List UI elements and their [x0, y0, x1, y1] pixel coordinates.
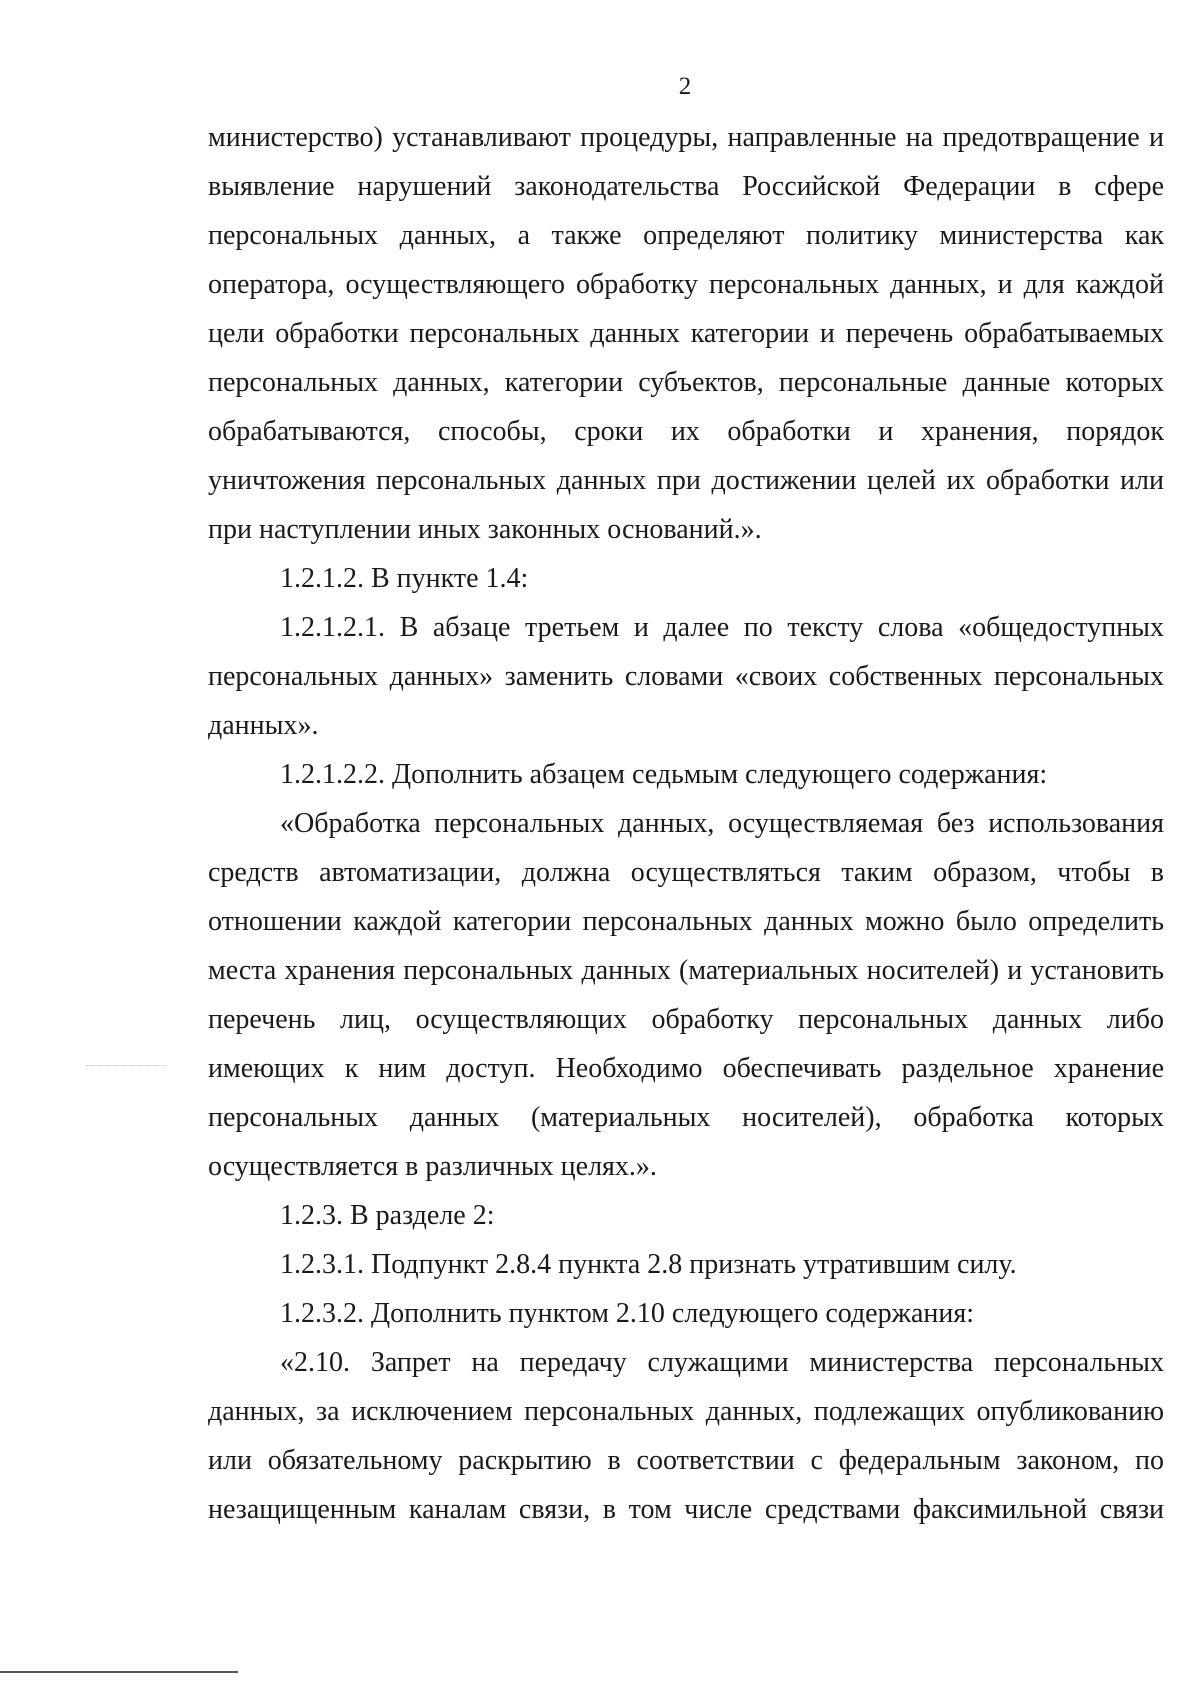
- page-number: 2: [678, 73, 692, 100]
- paragraph-clause-1-2-1-2-1: 1.2.1.2.1. В абзаце третьем и далее по тексту слова «общедоступных персональных данных» заменить словами «своих собственных персональных данных».: [208, 612, 1164, 741]
- margin-scan-artifact: [86, 1065, 166, 1066]
- paragraph-clause-1-2-3-2: 1.2.3.2. Дополнить пунктом 2.10 следующего содержания:: [280, 1298, 975, 1329]
- paragraph-continuation: министерство) устанавливают процедуры, направленные на предотвращение и выявление нарушений законодательства Российской Федерации в сфере персональных данных, а также определяют политику министерства как оператора, осуществляющего обработку персональных данных, и для каждой цели обработки персональных данных категории и перечень обрабатываемых персональных данных, категории субъектов, персональные данные которых обрабатываются, способы, сроки их обработки и хранения, порядок уничтожения персональных данных при достижении целей их обработки или при наступлении иных законных оснований.».: [208, 122, 1164, 545]
- paragraph-clause-1-2-3: 1.2.3. В разделе 2:: [280, 1200, 495, 1231]
- document-body: [208, 113, 1164, 1534]
- paragraph-clause-1-2-1-2-2: 1.2.1.2.2. Дополнить абзацем седьмым следующего содержания:: [280, 759, 1048, 790]
- paragraph-clause-2-10: «2.10. Запрет на передачу служащими министерства персональных данных, за исключением персональных данных, подлежащих опубликованию или обязательному раскрытию в соответствии с федеральным законом, по незащищенным каналам связи, в том числе средствами факсимильной связи: [208, 1347, 1164, 1525]
- footer-rule: [0, 1671, 238, 1673]
- paragraph-clause-1-2-1-2: 1.2.1.2. В пункте 1.4:: [280, 563, 529, 594]
- paragraph-quoted-text: «Обработка персональных данных, осуществляемая без использования средств автоматизации, должна осуществляться таким образом, чтобы в отношении каждой категории персональных данных можно было определить места хранения персональных данных (материальных носителей) и установить перечень лиц, осуществляющих обработку персональных данных либо имеющих к ним доступ. Необходимо обеспечивать раздельное хранение персональных данных (материальных носителей), обработка которых осуществляется в различных целях.».: [208, 808, 1164, 1182]
- paragraph-clause-1-2-3-1: 1.2.3.1. Подпункт 2.8.4 пункта 2.8 признать утратившим силу.: [280, 1249, 1017, 1280]
